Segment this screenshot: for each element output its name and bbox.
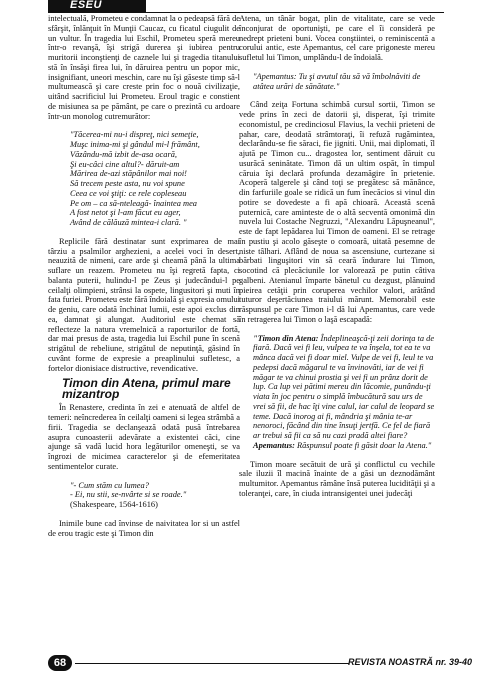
- quote-line: A fost netot şi l-am făcut eu ager,: [70, 208, 181, 218]
- header-bar: [0, 0, 480, 13]
- left-paragraph-2: Replicile fără destinatar sunt exprimarea de mai târziu a psalmilor arghezieni, a acelei voci în desert, neauzită de nimeni, care arde şi cheamă până la ultima suflare un reazem. Prometeu nu îşi regretă fapta, ci balanta puterii, hulindu-l pe Zeus şi judecândui-l pe ceilalţi olimpieni, strânsi la ospete, lingusitori şi muti în fata furiei. Prometeu este fără îndoială şi expresia omului de geniu, care odată închinat lumii, este apoi exclus din ea, damnat şi alungat. Auditoriul este chemat să reflecteze la natura vremelnică a raporturilor de fortă, dar mai presus de asta, tragedia lui Eschil pune în scenă strigătul de rebeliune, strigătul de neputinţă, găsind în cuvânt forme de expresie a preaplinului sufletesc, a fortelor dionisiace distructive, revendicative.: [48, 236, 240, 373]
- section-title: Timon din Atena, primul mare mizantrop: [62, 376, 231, 402]
- section-label: ESEU: [70, 0, 102, 11]
- quote-line: Văzându-mă izbit de-asa ocară,: [70, 149, 178, 159]
- shakespeare-quote-line: "- Cum stăm cu lumea?: [70, 480, 149, 490]
- prometheus-quote: [48, 130, 240, 228]
- apemantus-speaker: Apemantus:: [253, 440, 295, 450]
- left-paragraph-3: În Renastere, credinta în zei e atenuată de altfel de temeri: neîncrederea în ceilalţi oameni si legea strâmbă a firii. Tragedia se declanşează odată pusă întrebarea asupra cunoasterii adevărate a existentei căci, cine ajunge să vadă lucid hora legăturilor omeneşti, se va îngrozi de micimea caracterelor şi de efemeritatea sentimentelor curate.: [48, 403, 240, 471]
- left-paragraph-4: Inimile bune cad învinse de naivitatea lor si un astfel de erou tragic este şi Timon din: [48, 518, 240, 538]
- footer-rule: [75, 663, 349, 664]
- timon-quote: [253, 334, 435, 441]
- left-column: [48, 14, 240, 538]
- quote-line: Şi eu-câci cine altul?- dăruit-am: [70, 159, 180, 169]
- byline: (Shakespeare, 1564-1616): [70, 500, 158, 509]
- page-number: 68: [48, 655, 72, 671]
- timon-speaker: "Timon din Atena:: [253, 333, 319, 343]
- quote-line: Având de călăuză mintea-i clară. ": [70, 218, 187, 227]
- quote-line: Să trecem peste asta, nu voi spune: [70, 179, 185, 188]
- shakespeare-quote-line: - Ei, nu stii, se-nvârte si se roade.": [70, 490, 187, 500]
- header-rule: [48, 12, 444, 13]
- apemantus-reply: [253, 441, 435, 451]
- quote-line: Muşc inima-mi şi gândul mi-l frământ,: [70, 140, 200, 149]
- quote-line: Pe om – ca să-nteleagă- înaintea mea: [70, 198, 197, 208]
- quote-line: "Tăcerea-mi nu-i dispreţ, nici semeţie,: [70, 130, 199, 140]
- right-paragraph-2: Când zeiţa Fortuna schimbă cursul sortii, Timon se vede prins în zeci de datorii şi, disperat, îşi trimite economistul, pe credinciosul Flavius, la vechii prieteni de pahar, care, deodată strâmtoraţi, îi refuză rugămintea, declarându-se fie săraci, fie jigniti. Unii, mai diplomati, îl ajută pe Timon cu... dragostea lor, sentiment dăruit cu usurăcă seninătate. Timon dă un ultim ospăt, în timpul căruia îşi declară profunda dezamăgire în prietenie. Acoperă talgerele şi când toţi se pregătesc să mănânce, din farfuriile goale se ridică un fum înecăcios si vinul din potire se dovedeste a fi apă chioară. Această scenă puternică, care aminteste de o altă secventă omonimă din nuvela lui Costache Negruzzi, "Alexandru Lăpuşneanul", este de fapt lepădarea lui Timon de oameni. El se retrage în pustiu şi acolo găseşte o comoară, uitată pesemne de niste tâlhari. Aflând de noua sa ascensiune, curtezane si bărbati linguşitori vin să ceară îndurare lui Timon, socotind că plecăciunile lor valorează pe putin câtiva galbeni. Atenianul împarte bănetul cu dezgust, plănuind pieirea cetăţii prin coruperea vechilor valori, arătând tuturor deşertăciunea traiului mărunt. Memorabil este răspunsul pe care Timon i-l dă lui Apemantus, care vede în retragerea lui Timon o laşă escapadă:: [239, 100, 435, 324]
- quote-line: Ceea ce voi ştiţi: ce rele copleseau: [70, 188, 187, 198]
- right-paragraph-3: Timon moare secătuit de ură şi conflictul cu vechile sale iluzii îl macină înainte de a găsi un deznodământ multumitor. Apemantus rămâne însă puterea lucidităţii şi a toleranţei, care, în ciuda intransigentei unei judecăţi: [239, 459, 435, 498]
- left-paragraph-1: intelectuală, Prometeu e condamnat la o pedeapsă fără de sfârşit, înlănţuit în Munţii Caucaz, cu ficatul ciugulit de un vultur. În tragedia lui Eschil, Prometeu speră mereu într-o revanşă, îşi strigă durerea şi iubirea pentru muritorii inconştienţi de caznele lui şi tragedia titanului stă în însăşi firea lui, în dăruirea pentru un popor mic, insignifiant, uneori meschin, care nu îşi găseste timp să-l multumească şi care creste prin foc o nouă civilizaţie, uitând sacrificiul lui Prometeu. Eroul tragic e constient de misiunea sa pe pământ, pe care o prezintă cu ardoare într-un monolog cutremurător:: [48, 14, 240, 121]
- right-paragraph-1: Atena, un tânăr bogat, plin de vitalitate, care se vede înconjurat de oportunişti, pe care el îi consideră pe nedrept prieteni buni. Vocea conştiintei, o reminiscentă a corului antic, este Apemantus, cel care prigoneste mereu sufletul lui Timon, umplându-l de îndoială.: [239, 14, 435, 62]
- quote-line: Mărirea de-azi stăpânilor mai noi!: [70, 169, 187, 179]
- timon-speech: Îndeplineaşcă-ţi zeii dorinţa ta de fiară. Dacă vei fi leu, vulpea te va înşela, tot ea te va mânca dacă vei fi doar miel. Vulpe de vei fi, leul te va pedepsi dacă măgarul te va învinovăti, iar de vei fi măgar te va chinui prostia şi vei fi un prânz dorit de lup. Ca lup vei pătimi mereu din lăcomie, punându-ţi viata în joc pentru o simplă îmbucătură sau urs de vrei să fii, de hac îţi vine calul, iar calul de leopard se teme. Dacă inorog ai fi, mândria şi mânia te-ar nenoroci, făcând din tine însuţi jertfă. Ce fel de fiară ar trebui să fii ca să nu cazi pradă altei fiare?: [253, 333, 435, 440]
- right-column: [239, 14, 435, 499]
- apemantus-speech: Răspunsul poate fi găsit doar la Atena.": [294, 440, 432, 450]
- magazine-title: REVISTA NOASTRĂ nr. 39-40: [348, 657, 473, 667]
- apemantus-quote: "Apemantus: Tu şi avutul tău să vă îmbolnăviti de atâtea urări de sănătate.": [253, 71, 421, 91]
